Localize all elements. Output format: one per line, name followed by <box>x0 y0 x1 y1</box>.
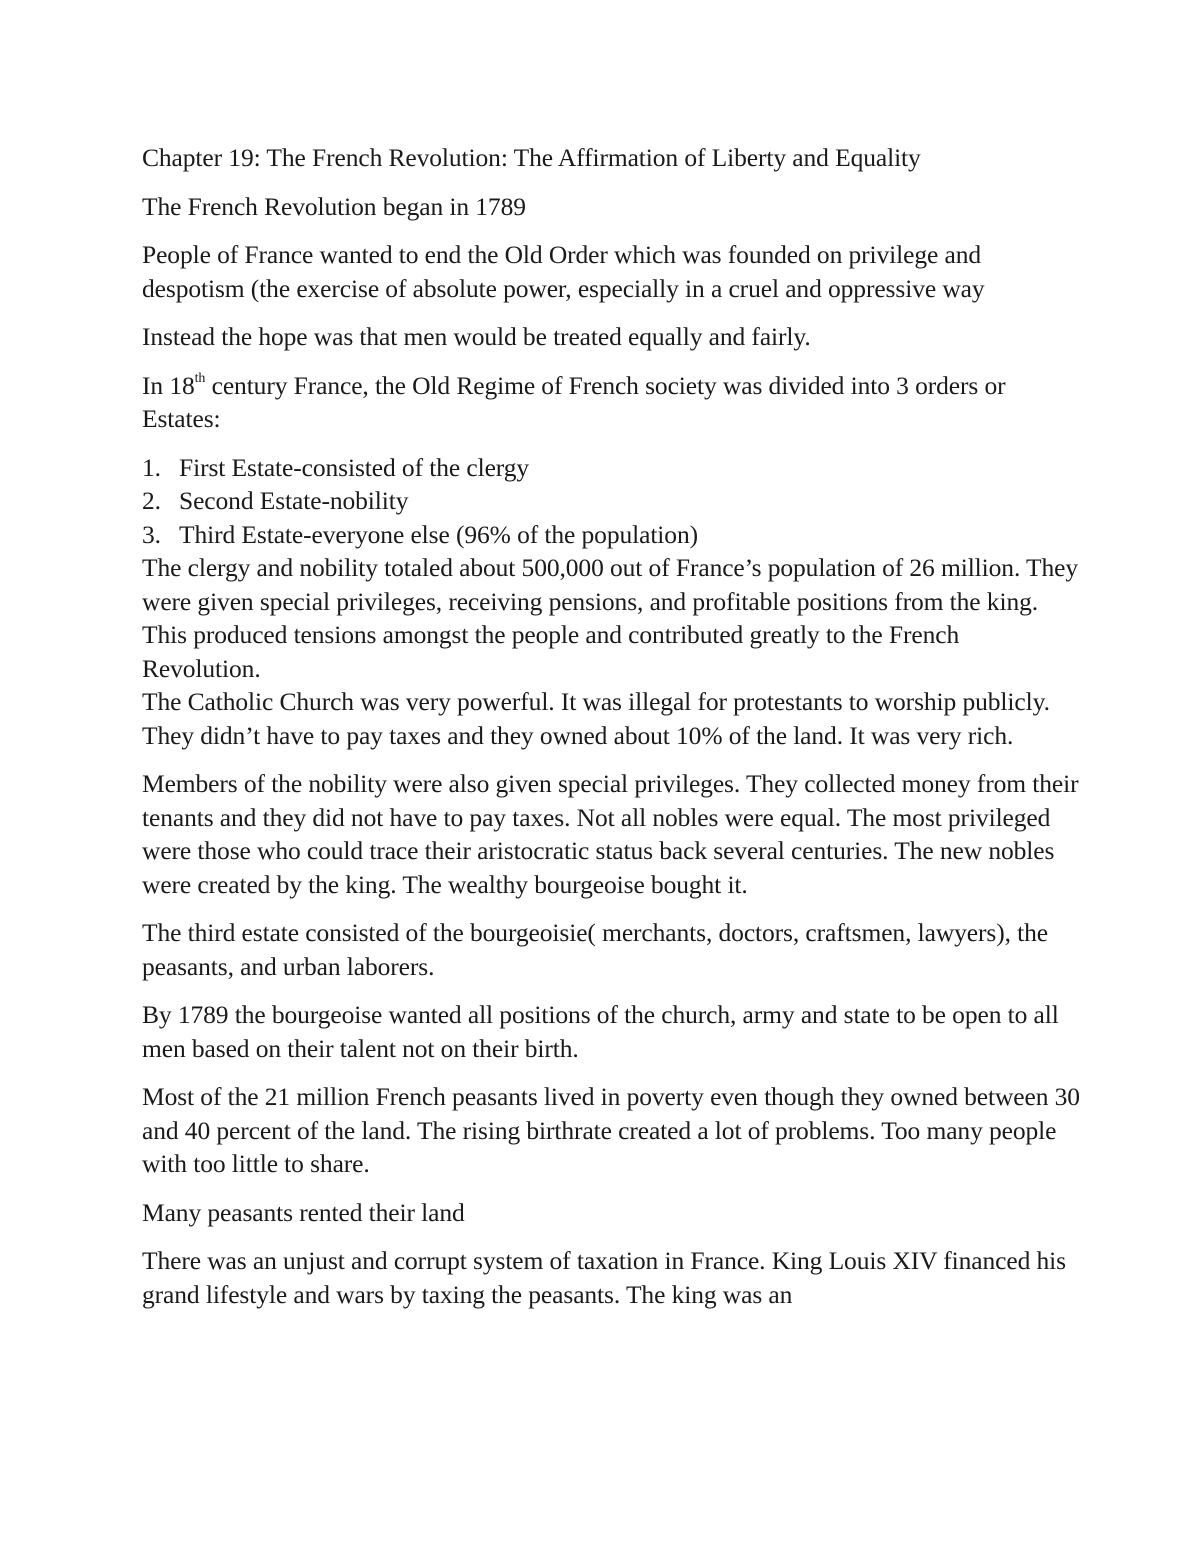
list-item <box>142 451 1082 485</box>
list-item-number: 2. <box>142 486 161 515</box>
list-item <box>142 484 1082 518</box>
list-item <box>142 518 1082 552</box>
paragraph-taxation: There was an unjust and corrupt system of taxation in France. King Louis XIV financed his grand lifestyle and wars by taxing the peasants. The king was an <box>142 1246 1066 1309</box>
estates-list <box>142 451 1082 552</box>
old-regime-text-start: In 18 <box>142 370 195 400</box>
old-regime-text-end: century France, the Old Regime of French society was divided into 3 orders or Estates: <box>142 370 1006 433</box>
paragraph-revolution-began: The French Revolution began in 1789 <box>142 191 526 221</box>
paragraph-peasants-rented: Many peasants rented their land <box>142 1197 465 1227</box>
paragraph-old-regime <box>142 369 1082 436</box>
paragraph-peasants-poverty: Most of the 21 million French peasants lived in poverty even though they owned between 30 and 40 percent of the land. The rising birthrate created a lot of problems. Too many people with too little to share. <box>142 1082 1080 1178</box>
list-item-text: First Estate-consisted of the clergy <box>179 452 530 482</box>
ordinal-superscript: th <box>194 371 206 386</box>
list-item-number: 3. <box>142 519 161 549</box>
chapter-title: Chapter 19: The French Revolution: The Affirmation of Liberty and Equality <box>142 143 921 172</box>
paragraph-catholic-church: The Catholic Church was very powerful. It was illegal for protestants to worship publicly. They didn’t have to pay taxes and they owned about 10% of the land. It was very rich. <box>142 687 1050 750</box>
list-item-text: Third Estate-everyone else (96% of the population) <box>179 519 698 549</box>
paragraph-nobility-privileges: Members of the nobility were also given special privileges. They collected money from their tenants and they did not have to pay taxes. Not all nobles were equal. The most privileged were those who could trace their aristocratic status back several centuries. The new nobles were created by the king. The wealthy bourgeoise bought it. <box>142 769 1079 899</box>
paragraph-old-order: People of France wanted to end the Old Order which was founded on privilege and despotism (the exercise of absolute power, especially in a cruel and oppressive way <box>142 240 985 303</box>
paragraph-hope-equality: Instead the hope was that men would be treated equally and fairly. <box>142 322 811 351</box>
paragraph-bourgeoise-positions: By 1789 the bourgeoise wanted all positions of the church, army and state to be open to all men based on their talent not on their birth. <box>142 1000 1059 1063</box>
list-item-text: Second Estate-nobility <box>179 486 409 515</box>
paragraph-third-estate: The third estate consisted of the bourgeoisie( merchants, doctors, craftsmen, lawyers), the peasants, and urban laborers. <box>142 918 1049 981</box>
list-item-number: 1. <box>142 452 161 482</box>
document-body <box>142 141 1082 1326</box>
paragraph-clergy-nobility: The clergy and nobility totaled about 500,000 out of France’s population of 26 million. They were given special privileges, receiving pensions, and profitable positions from the king. This produced tensions amongst the people and contributed greatly to the French Revolution. <box>142 553 1079 683</box>
